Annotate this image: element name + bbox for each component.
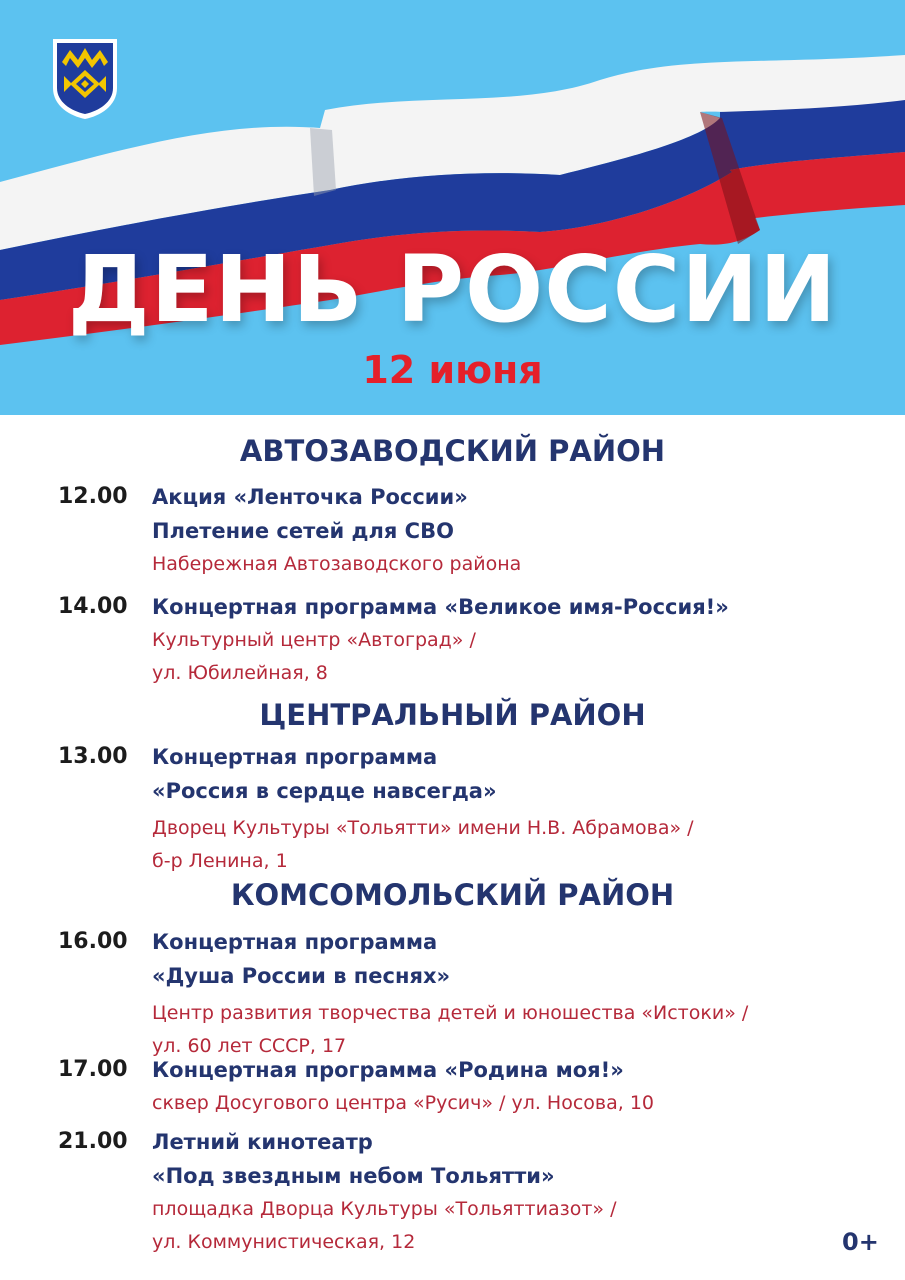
event-title: «Под звездным небом Тольятти» bbox=[152, 1164, 555, 1188]
event-place: площадка Дворца Культуры «Тольяттиазот» / bbox=[152, 1198, 617, 1220]
event-title: Акция «Ленточка России» bbox=[152, 485, 468, 509]
tolyatti-coat-of-arms-icon bbox=[50, 36, 120, 120]
header-banner bbox=[0, 0, 905, 415]
flag-fold-shade bbox=[310, 128, 336, 196]
event-title: Концертная программа «Великое имя-Россия!» bbox=[152, 595, 729, 619]
event-place: ул. Юбилейная, 8 bbox=[152, 662, 328, 684]
event-title: Концертная программа bbox=[152, 745, 438, 769]
event-title: «Душа России в песнях» bbox=[152, 964, 451, 988]
event-place: ул. Коммунистическая, 12 bbox=[152, 1231, 416, 1253]
event-title: Концертная программа «Родина моя!» bbox=[152, 1058, 624, 1082]
page-title: ДЕНЬ РОССИИ bbox=[67, 236, 838, 343]
district-heading-centralny: ЦЕНТРАЛЬНЫЙ РАЙОН bbox=[259, 698, 646, 732]
event-date: 12 июня bbox=[362, 348, 543, 392]
event-place: Центр развития творчества детей и юношества «Истоки» / bbox=[152, 1002, 749, 1024]
event-title: Плетение сетей для СВО bbox=[152, 519, 454, 543]
event-place: Культурный центр «Автоград» / bbox=[152, 629, 476, 651]
event-title: Концертная программа bbox=[152, 930, 438, 954]
event-place: сквер Досугового центра «Русич» / ул. Носова, 10 bbox=[152, 1092, 654, 1114]
event-place: Дворец Культуры «Тольятти» имени Н.В. Абрамова» / bbox=[152, 817, 694, 839]
event-time: 21.00 bbox=[58, 1129, 128, 1154]
event-time: 12.00 bbox=[58, 484, 128, 509]
event-place: Набережная Автозаводского района bbox=[152, 553, 522, 575]
event-title: Летний кинотеатр bbox=[152, 1130, 373, 1154]
district-heading-komsomolsky: КОМСОМОЛЬСКИЙ РАЙОН bbox=[230, 878, 675, 912]
event-place: ул. 60 лет СССР, 17 bbox=[152, 1035, 347, 1057]
event-time: 16.00 bbox=[58, 929, 128, 954]
age-rating-badge: 0+ bbox=[842, 1228, 879, 1256]
event-place: б-р Ленина, 1 bbox=[152, 850, 288, 872]
event-title: «Россия в сердце навсегда» bbox=[152, 779, 497, 803]
district-heading-avtozavodsky: АВТОЗАВОДСКИЙ РАЙОН bbox=[239, 434, 666, 468]
event-time: 13.00 bbox=[58, 744, 128, 769]
event-time: 17.00 bbox=[58, 1057, 128, 1082]
event-time: 14.00 bbox=[58, 594, 128, 619]
